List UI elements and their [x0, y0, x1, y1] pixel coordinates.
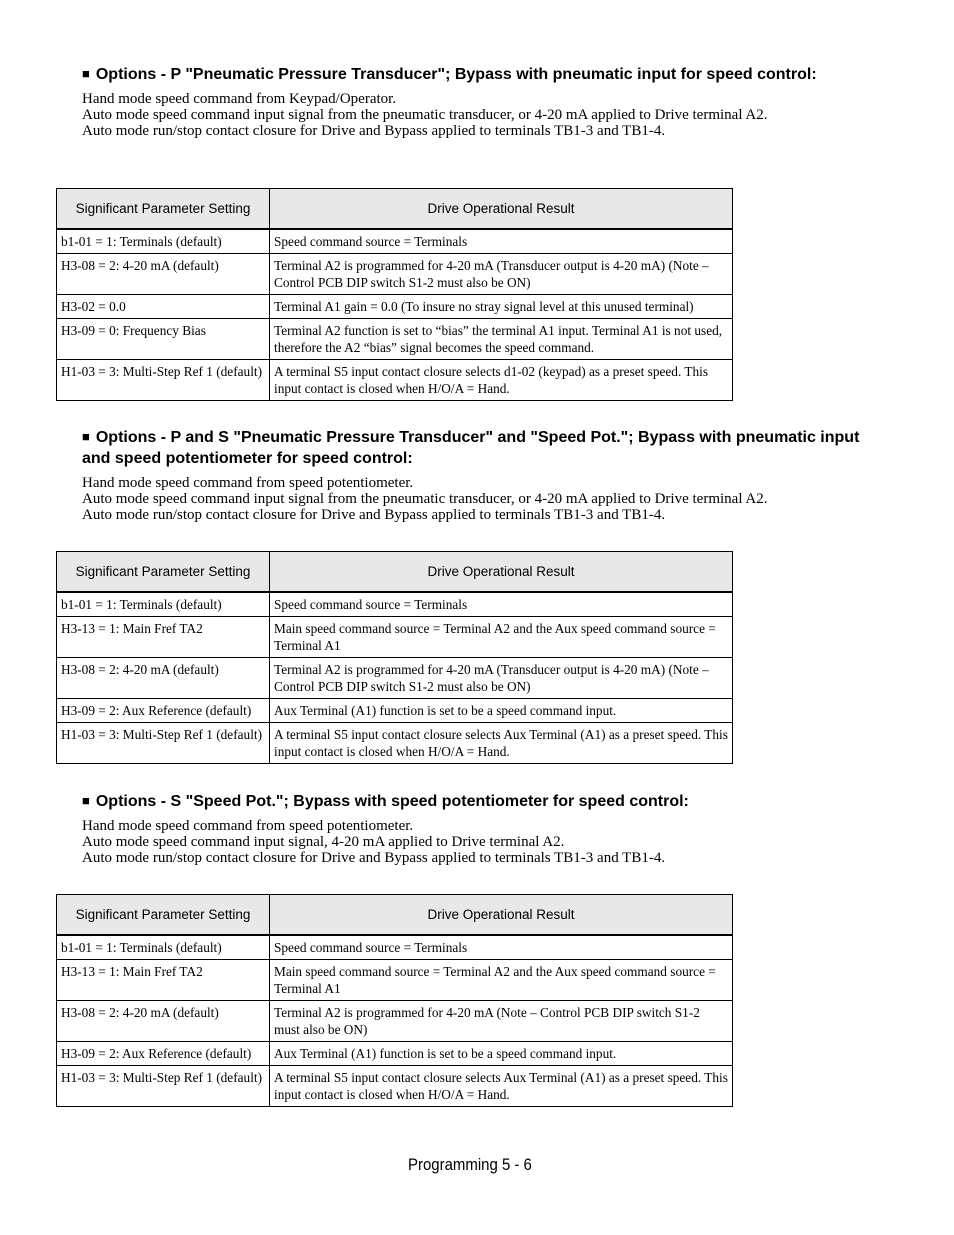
parameter-cell: H1-03 = 3: Multi-Step Ref 1 (default): [57, 360, 270, 401]
result-cell: Terminal A2 function is set to “bias” the terminal A1 input. Terminal A1 is not used, therefore the A2 “bias” signal becomes the speed command.: [270, 319, 733, 360]
section-pneumatic-and-speed-pot: [82, 426, 882, 523]
parameter-cell: H3-02 = 0.0: [57, 295, 270, 319]
column-header-parameter: Significant Parameter Setting: [57, 189, 270, 230]
section-heading: ■ Options - P and S "Pneumatic Pressure Transducer" and "Speed Pot."; Bypass with pneumatic input and speed potentiometer for speed control:: [82, 426, 882, 469]
parameter-cell: b1-01 = 1: Terminals (default): [57, 229, 270, 254]
result-cell: Aux Terminal (A1) function is set to be a speed command input.: [270, 1042, 733, 1066]
parameter-cell: H3-09 = 2: Aux Reference (default): [57, 1042, 270, 1066]
result-cell: A terminal S5 input contact closure selects Aux Terminal (A1) as a preset speed. This input contact is closed when H/O/A = Hand.: [270, 723, 733, 764]
description-line: Auto mode speed command input signal from the pneumatic transducer, or 4-20 mA applied to Drive terminal A2.: [82, 107, 768, 123]
table-row: [57, 319, 733, 360]
result-cell: Terminal A2 is programmed for 4-20 mA (Note – Control PCB DIP switch S1-2 must also be ON): [270, 1001, 733, 1042]
section-description: [82, 91, 882, 139]
section-description: [82, 475, 882, 523]
parameter-cell: H3-08 = 2: 4-20 mA (default): [57, 1001, 270, 1042]
column-header-result: Drive Operational Result: [270, 895, 733, 936]
section-speed-pot: [82, 790, 882, 866]
description-line: Hand mode speed command from speed potentiometer.: [82, 475, 414, 491]
result-cell: Terminal A1 gain = 0.0 (To insure no stray signal level at this unused terminal): [270, 295, 733, 319]
result-cell: A terminal S5 input contact closure selects d1-02 (keypad) as a preset speed. This input contact is closed when H/O/A = Hand.: [270, 360, 733, 401]
table-row: [57, 617, 733, 658]
parameter-cell: b1-01 = 1: Terminals (default): [57, 935, 270, 960]
column-header-result: Drive Operational Result: [270, 552, 733, 593]
section-heading: ■ Options - P "Pneumatic Pressure Transducer"; Bypass with pneumatic input for speed control:: [82, 63, 882, 85]
parameter-table: [56, 894, 733, 1107]
result-cell: Speed command source = Terminals: [270, 592, 733, 617]
column-header-result: Drive Operational Result: [270, 189, 733, 230]
section-heading: ■ Options - S "Speed Pot."; Bypass with speed potentiometer for speed control:: [82, 790, 882, 812]
square-bullet-icon: ■: [82, 793, 90, 808]
table-row: [57, 295, 733, 319]
result-cell: A terminal S5 input contact closure selects Aux Terminal (A1) as a preset speed. This input contact is closed when H/O/A = Hand.: [270, 1066, 733, 1107]
table-row: [57, 723, 733, 764]
parameter-cell: H1-03 = 3: Multi-Step Ref 1 (default): [57, 723, 270, 764]
parameter-cell: H3-09 = 0: Frequency Bias: [57, 319, 270, 360]
table-row: [57, 229, 733, 254]
section-description: [82, 818, 882, 866]
result-cell: Speed command source = Terminals: [270, 229, 733, 254]
table-row: [57, 658, 733, 699]
table-row: [57, 960, 733, 1001]
description-line: Auto mode speed command input signal, 4-20 mA applied to Drive terminal A2.: [82, 834, 565, 850]
description-line: Hand mode speed command from Keypad/Operator.: [82, 91, 397, 107]
description-line: Auto mode run/stop contact closure for Drive and Bypass applied to terminals TB1-3 and TB1-4.: [82, 123, 666, 139]
table-row: [57, 360, 733, 401]
description-line: Auto mode run/stop contact closure for Drive and Bypass applied to terminals TB1-3 and TB1-4.: [82, 507, 666, 523]
table-row: [57, 1042, 733, 1066]
parameter-cell: H3-13 = 1: Main Fref TA2: [57, 617, 270, 658]
result-cell: Main speed command source = Terminal A2 and the Aux speed command source = Terminal A1: [270, 617, 733, 658]
column-header-parameter: Significant Parameter Setting: [57, 552, 270, 593]
table-header-row: [57, 552, 733, 593]
result-cell: Terminal A2 is programmed for 4-20 mA (Transducer output is 4-20 mA) (Note – Control PCB DIP switch S1-2 must also be ON): [270, 254, 733, 295]
parameter-cell: H3-08 = 2: 4-20 mA (default): [57, 254, 270, 295]
table-row: [57, 254, 733, 295]
description-line: Hand mode speed command from speed potentiometer.: [82, 818, 414, 834]
result-cell: Main speed command source = Terminal A2 and the Aux speed command source = Terminal A1: [270, 960, 733, 1001]
table-row: [57, 699, 733, 723]
square-bullet-icon: ■: [82, 66, 90, 81]
result-cell: Aux Terminal (A1) function is set to be a speed command input.: [270, 699, 733, 723]
result-cell: Terminal A2 is programmed for 4-20 mA (Transducer output is 4-20 mA) (Note – Control PCB DIP switch S1-2 must also be ON): [270, 658, 733, 699]
parameter-table: [56, 551, 733, 764]
square-bullet-icon: ■: [82, 429, 90, 444]
parameter-cell: H1-03 = 3: Multi-Step Ref 1 (default): [57, 1066, 270, 1107]
parameter-cell: b1-01 = 1: Terminals (default): [57, 592, 270, 617]
description-line: Auto mode run/stop contact closure for Drive and Bypass applied to terminals TB1-3 and TB1-4.: [82, 850, 666, 866]
parameter-table: [56, 188, 733, 401]
parameter-cell: H3-09 = 2: Aux Reference (default): [57, 699, 270, 723]
result-cell: Speed command source = Terminals: [270, 935, 733, 960]
table-header-row: [57, 895, 733, 936]
table-header-row: [57, 189, 733, 230]
column-header-parameter: Significant Parameter Setting: [57, 895, 270, 936]
section-pneumatic: [82, 63, 882, 139]
table-row: [57, 592, 733, 617]
table-row: [57, 935, 733, 960]
page-footer: Programming 5 - 6: [408, 1155, 532, 1174]
parameter-cell: H3-08 = 2: 4-20 mA (default): [57, 658, 270, 699]
table-row: [57, 1066, 733, 1107]
table-row: [57, 1001, 733, 1042]
parameter-cell: H3-13 = 1: Main Fref TA2: [57, 960, 270, 1001]
description-line: Auto mode speed command input signal from the pneumatic transducer, or 4-20 mA applied to Drive terminal A2.: [82, 491, 768, 507]
